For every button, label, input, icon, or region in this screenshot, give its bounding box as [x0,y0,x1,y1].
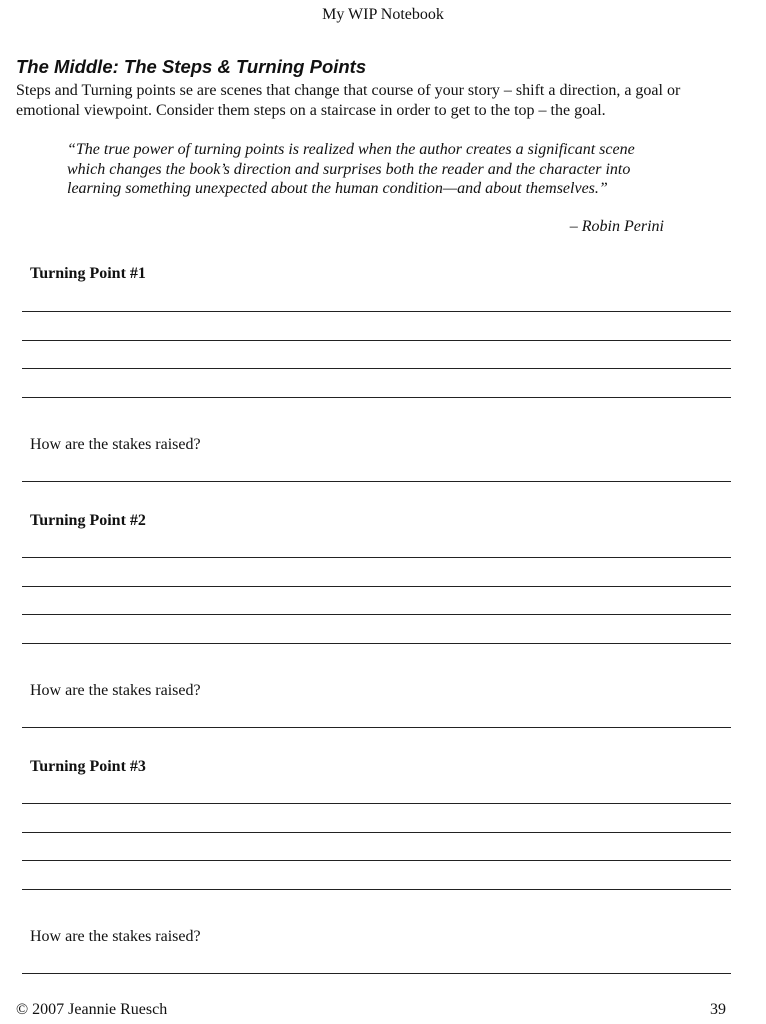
page-number: 39 [710,1001,726,1018]
turning-point-3-write-line[interactable] [22,860,731,861]
copyright-notice: © 2007 Jeannie Ruesch [16,1001,168,1018]
turning-point-1-write-line[interactable] [22,368,731,369]
turning-point-2-write-line[interactable] [22,586,731,587]
turning-point-1-write-line[interactable] [22,397,731,398]
quote-attribution: – Robin Perini [569,218,664,235]
turning-point-3-write-line[interactable] [22,889,731,890]
turning-point-3-write-line[interactable] [22,832,731,833]
turning-point-1-write-line[interactable] [22,311,731,312]
turning-point-3-heading: Turning Point #3 [30,758,146,775]
turning-point-1-write-line[interactable] [22,340,731,341]
turning-point-3-stakes-prompt: How are the stakes raised? [30,928,201,945]
turning-point-3-write-line[interactable] [22,803,731,804]
intro-paragraph: Steps and Turning points se are scenes that change that course of your story – shift a direction, a goal or emotional viewpoint. Consider them steps on a staircase in order to get to the top – the goal. [16,82,681,119]
turning-point-2-heading: Turning Point #2 [30,512,146,529]
turning-point-2-write-line[interactable] [22,557,731,558]
turning-point-1-heading: Turning Point #1 [30,265,146,282]
turning-point-2-write-line[interactable] [22,614,731,615]
turning-point-1-stakes-write-line[interactable] [22,481,731,482]
running-header: My WIP Notebook [322,6,444,23]
turning-point-3-stakes-write-line[interactable] [22,973,731,974]
turning-point-1-stakes-prompt: How are the stakes raised? [30,436,201,453]
turning-point-2-write-line[interactable] [22,643,731,644]
epigraph-quote: “The true power of turning points is realized when the author creates a significant scene which changes the book’s direction and surprises both the reader and the character into learning something unexpected about the human condition—and about themselves.” [67,141,635,197]
turning-point-2-stakes-write-line[interactable] [22,727,731,728]
section-title: The Middle: The Steps & Turning Points [16,56,367,77]
turning-point-2-stakes-prompt: How are the stakes raised? [30,682,201,699]
